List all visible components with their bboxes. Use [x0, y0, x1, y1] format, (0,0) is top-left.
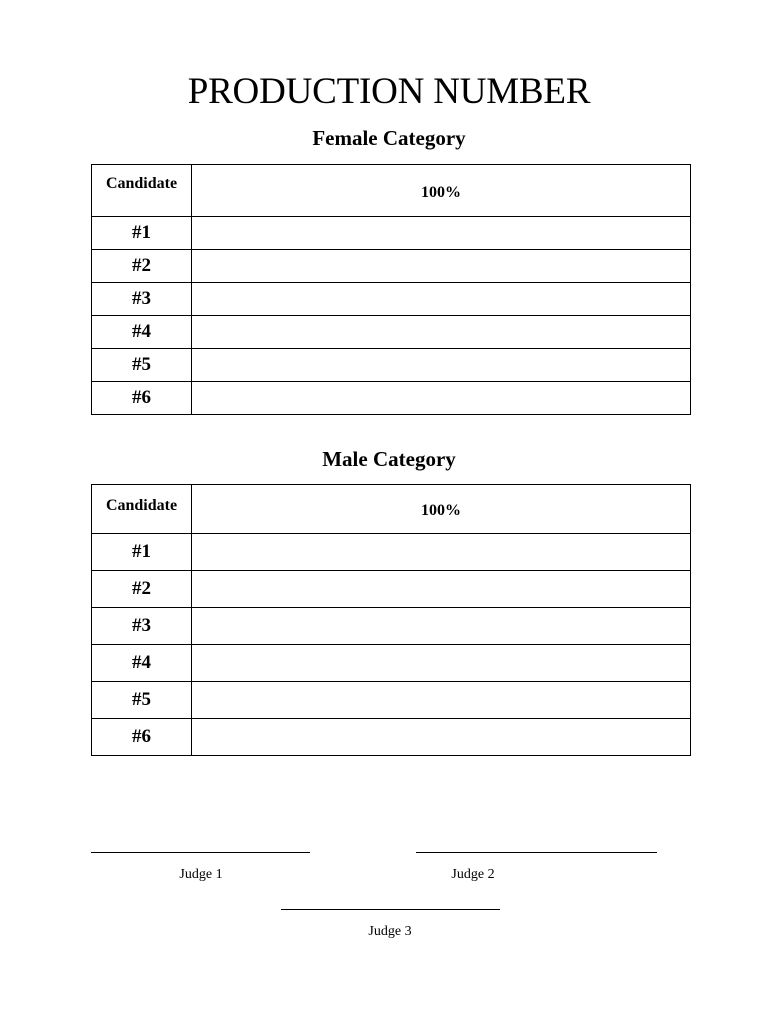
judge-3-signature-line[interactable]: [281, 909, 500, 910]
judge-1-signature-line[interactable]: [91, 852, 310, 853]
score-cell[interactable]: [192, 217, 691, 250]
score-cell[interactable]: [192, 250, 691, 283]
score-cell[interactable]: [192, 719, 691, 756]
female-score-table: [91, 164, 691, 415]
judge-1-label: Judge 1: [179, 867, 223, 882]
table-header-row: [92, 165, 691, 217]
candidate-number: #2: [92, 571, 192, 608]
score-cell[interactable]: [192, 645, 691, 682]
table-row: [92, 608, 691, 645]
judge-3-label: Judge 3: [368, 924, 412, 939]
score-cell[interactable]: [192, 571, 691, 608]
table-row: [92, 283, 691, 316]
score-cell[interactable]: [192, 316, 691, 349]
judge-2-label: Judge 2: [451, 867, 495, 882]
female-category-heading: Female Category: [312, 126, 466, 150]
candidate-column-header: Candidate: [92, 165, 192, 217]
score-cell[interactable]: [192, 382, 691, 415]
male-category-heading: Male Category: [322, 447, 456, 471]
table-row: [92, 382, 691, 415]
candidate-number: #6: [92, 719, 192, 756]
table-header-row: [92, 485, 691, 534]
table-row: [92, 316, 691, 349]
candidate-number: #4: [92, 645, 192, 682]
score-cell[interactable]: [192, 349, 691, 382]
candidate-number: #3: [92, 608, 192, 645]
page-title: PRODUCTION NUMBER: [187, 71, 591, 112]
score-column-header: 100%: [192, 165, 691, 217]
table-row: [92, 719, 691, 756]
table-row: [92, 534, 691, 571]
table-row: [92, 217, 691, 250]
score-cell[interactable]: [192, 283, 691, 316]
candidate-number: #4: [92, 316, 192, 349]
table-row: [92, 571, 691, 608]
candidate-number: #1: [92, 534, 192, 571]
male-score-table: [91, 484, 691, 756]
candidate-number: #5: [92, 682, 192, 719]
table-row: [92, 682, 691, 719]
candidate-number: #5: [92, 349, 192, 382]
table-row: [92, 349, 691, 382]
table-row: [92, 250, 691, 283]
candidate-number: #3: [92, 283, 192, 316]
score-column-header: 100%: [192, 485, 691, 534]
score-cell[interactable]: [192, 682, 691, 719]
table-row: [92, 645, 691, 682]
judge-2-signature-line[interactable]: [416, 852, 657, 853]
score-cell[interactable]: [192, 534, 691, 571]
candidate-column-header: Candidate: [92, 485, 192, 534]
candidate-number: #2: [92, 250, 192, 283]
score-cell[interactable]: [192, 608, 691, 645]
candidate-number: #6: [92, 382, 192, 415]
candidate-number: #1: [92, 217, 192, 250]
